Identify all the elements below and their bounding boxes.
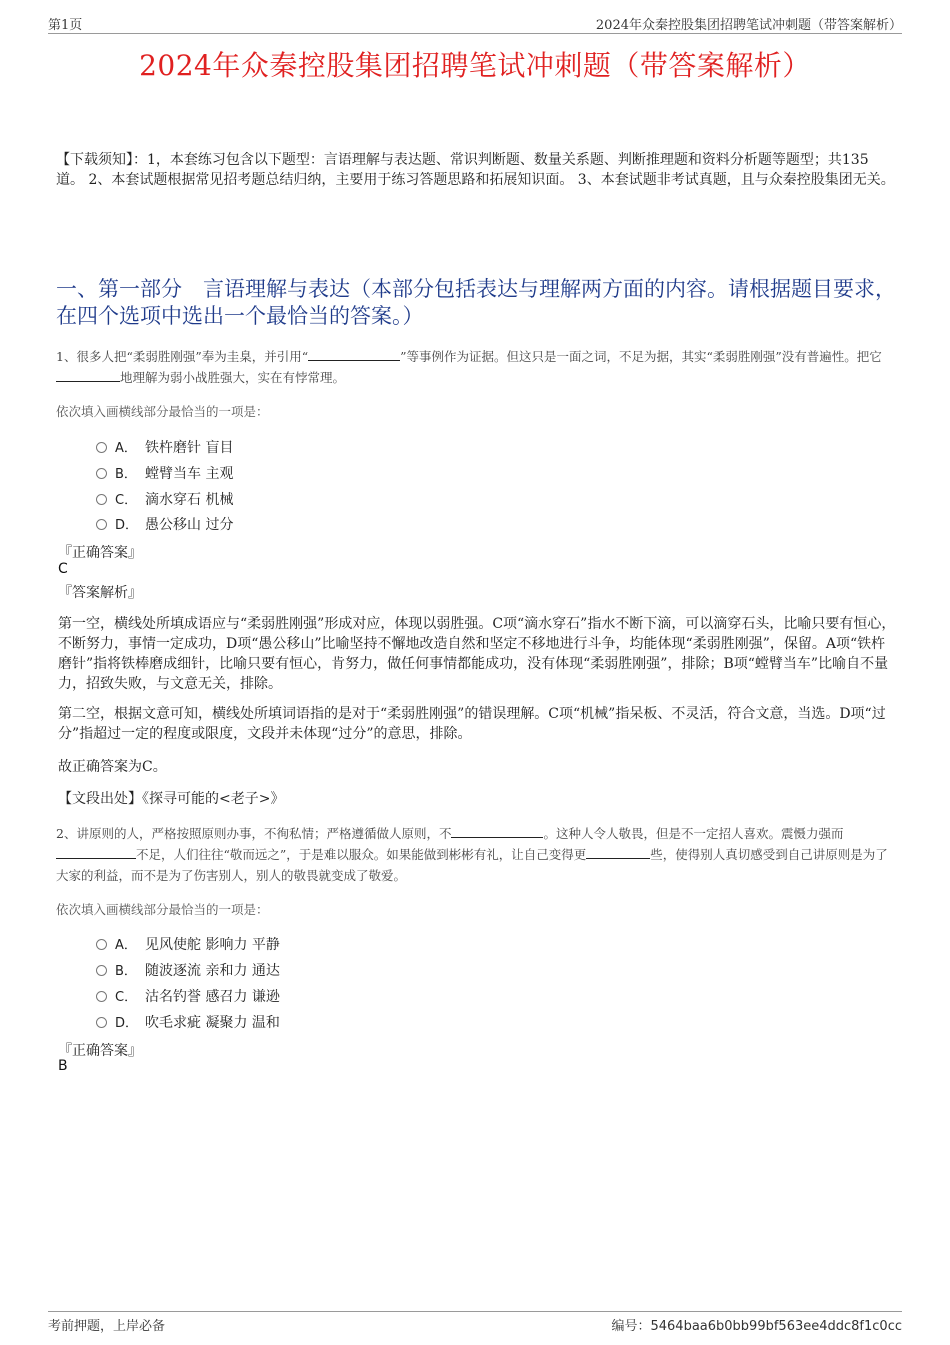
download-notice: 【下载须知】：1，本套练习包含以下题型：言语理解与表达题、常识判断题、数量关系题、判断推理题和资料分析题等题型；共135道。 2、本套试题根据常见招考题总结归纳，主要用于练习答题思路和拓展知识面。 3、本套试题非考试真题，且与众秦控股集团无关。 [56, 152, 895, 188]
q2-stem-part-b: 。这种人令人敬畏，但是不一定招人喜欢。震慑力强而 [543, 826, 844, 841]
option-letter: A． [115, 938, 137, 953]
radio-icon[interactable] [96, 494, 107, 505]
q2-option-b[interactable] [96, 960, 280, 978]
q2-stem-part-d: 些，使得别人真切感受到自己讲原则是为了大家的利益，而不是为了伤害别人，别人的敬畏就变成了敬爱。 [56, 847, 888, 883]
q1-blank-2 [56, 368, 120, 382]
q1-source: 【文段出处】《探寻可能的<老子>》 [58, 791, 285, 807]
option-letter: D． [115, 518, 139, 533]
question-1-stem [56, 346, 888, 388]
radio-icon[interactable] [96, 468, 107, 479]
option-text: 吹毛求疵 凝聚力 温和 [145, 1015, 280, 1031]
option-letter: C． [115, 990, 138, 1005]
q2-answer: B [58, 1058, 68, 1074]
radio-icon[interactable] [96, 1017, 107, 1028]
q2-stem-part-a: 2、讲原则的人，严格按照原则办事，不徇私情；严格遵循做人原则，不 [56, 826, 452, 841]
q1-answer-label: 『正确答案』 [58, 545, 142, 561]
q2-option-a[interactable] [96, 934, 280, 952]
radio-icon[interactable] [96, 991, 107, 1002]
q1-option-a[interactable] [96, 437, 233, 455]
question-2-stem [56, 823, 888, 886]
q1-analysis-label: 『答案解析』 [58, 585, 142, 601]
radio-icon[interactable] [96, 442, 107, 453]
q1-option-b[interactable] [96, 463, 233, 481]
header-doc-title: 2024年众秦控股集团招聘笔试冲刺题（带答案解析） [595, 18, 902, 33]
radio-icon[interactable] [96, 519, 107, 530]
option-letter: C． [115, 493, 138, 508]
header-divider [48, 33, 902, 34]
q1-analysis-paragraph-2: 第二空，根据文意可知，横线处所填词语指的是对于“柔弱胜刚强”的错误理解。C项“机械”指呆板、不灵活，符合文意，当选。D项“过分”指超过一定的程度或限度，文段并未体现“过分”的意思，排除。 [58, 706, 886, 742]
option-letter: B． [115, 467, 137, 482]
document-title: 2024年众秦控股集团招聘笔试冲刺题（带答案解析） [139, 49, 811, 82]
radio-icon[interactable] [96, 965, 107, 976]
option-text: 螳臂当车 主观 [145, 466, 234, 482]
q2-stem-part-c: 不足，人们往往“敬而远之”，于是难以服众。如果能做到彬彬有礼，让自己变得更 [136, 847, 587, 862]
q1-conclusion: 故正确答案为C。 [58, 759, 167, 775]
option-text: 随波逐流 亲和力 通达 [145, 963, 280, 979]
footer-slogan: 考前押题，上岸必备 [48, 1319, 166, 1334]
q1-stem-part-a: 1、很多人把“柔弱胜刚强”奉为圭臬，并引用“ [56, 349, 309, 364]
footer-code-label: 编号： [611, 1319, 651, 1334]
q1-stem-part-b: ”等事例作为证据。但这只是一面之词，不足为据，其实“柔弱胜刚强”没有普遍性。把它 [400, 349, 882, 364]
q2-option-d[interactable] [96, 1012, 280, 1030]
q1-analysis-paragraph-1: 第一空，横线处所填成语应与“柔弱胜刚强”形成对应，体现以弱胜强。C项“滴水穿石”指水不断下滴，可以滴穿石头，比喻只要有恒心，不断努力，事情一定成功，D项“愚公移山”比喻坚持不懈地改造自然和坚定不移地进行斗争，均能体现“柔弱胜刚强”，保留。A项“铁杵磨针”指将铁棒磨成细针，比喻只要有恒心，肯努力，做任何事情都能成功，没有体现“柔弱胜刚强”，排除；B项“螳臂当车”比喻自不量力，招致失败，与文意无关，排除。 [58, 616, 896, 692]
q2-option-c[interactable] [96, 986, 280, 1004]
q1-option-c[interactable] [96, 489, 233, 507]
q2-answer-label: 『正确答案』 [58, 1043, 142, 1059]
option-letter: A． [115, 441, 137, 456]
q2-blank-1 [451, 824, 543, 838]
section-title: 一、第一部分 言语理解与表达（本部分包括表达与理解两方面的内容。请根据题目要求，在四个选项中选出一个最恰当的答案。） [56, 277, 896, 328]
q1-stem-part-c: 地理解为弱小战胜强大，实在有悖常理。 [120, 370, 346, 385]
q1-prompt: 依次填入画横线部分最恰当的一项是： [56, 404, 269, 419]
footer-code [611, 1315, 902, 1334]
q2-blank-2 [56, 845, 136, 859]
q1-answer: C [58, 561, 68, 577]
option-letter: B． [115, 964, 137, 979]
q2-prompt: 依次填入画横线部分最恰当的一项是： [56, 902, 269, 917]
footer-code-value: 5464baa6b0bb99bf563ee4ddc8f1c0cc [650, 1319, 902, 1334]
option-text: 愚公移山 过分 [145, 517, 234, 533]
footer-divider [48, 1311, 902, 1312]
option-text: 滴水穿石 机械 [145, 492, 234, 508]
q1-option-d[interactable] [96, 514, 233, 532]
option-letter: D． [115, 1016, 139, 1031]
q2-blank-3 [586, 845, 650, 859]
option-text: 铁杵磨针 盲目 [145, 440, 234, 456]
radio-icon[interactable] [96, 939, 107, 950]
page-number: 第1页 [48, 18, 83, 33]
q1-blank-1 [308, 347, 400, 361]
option-text: 见风使舵 影响力 平静 [145, 937, 280, 953]
option-text: 沽名钓誉 感召力 谦逊 [145, 989, 280, 1005]
